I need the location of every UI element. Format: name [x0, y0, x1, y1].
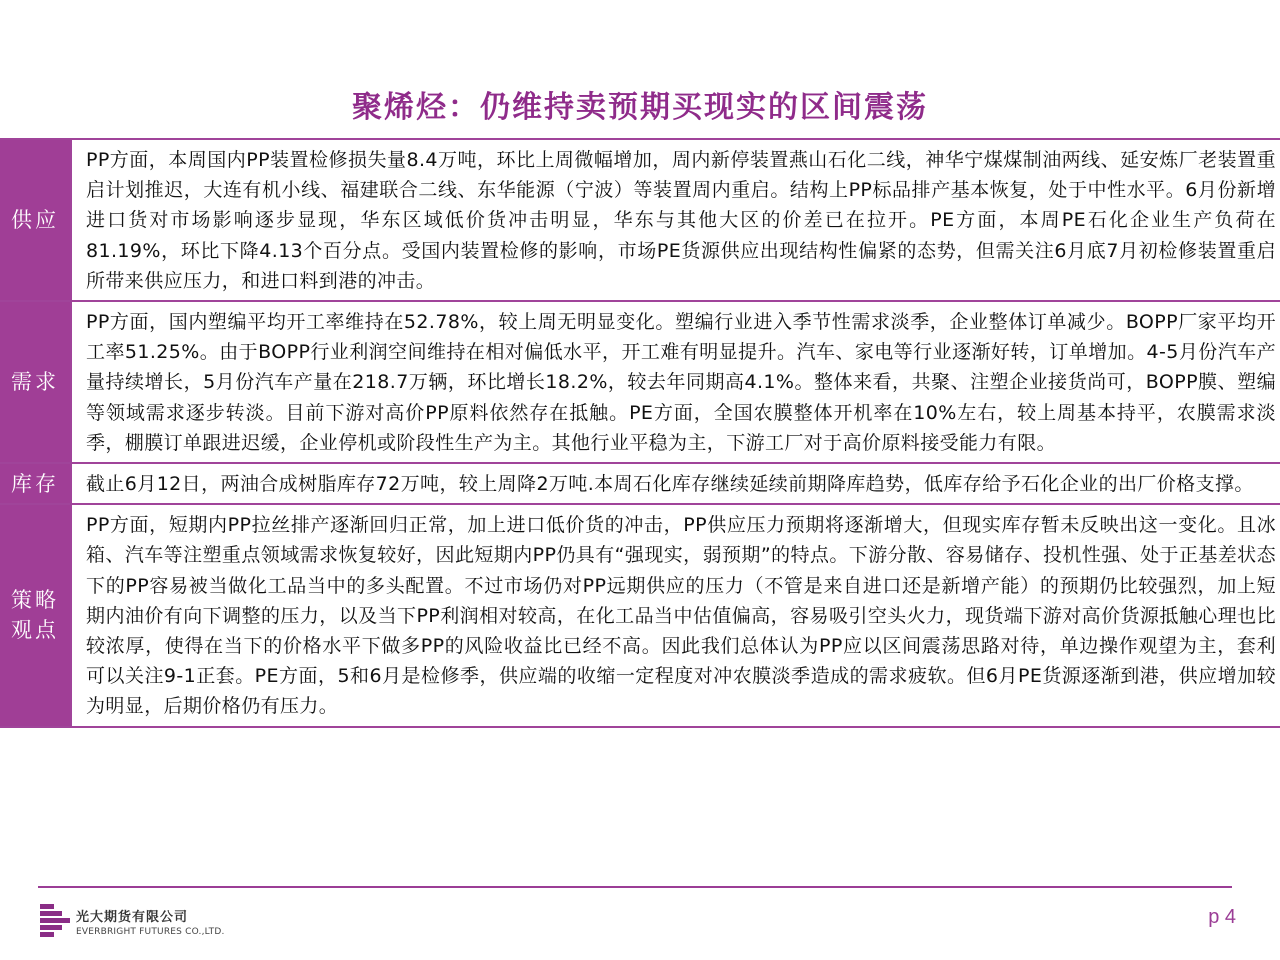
table-row-strategy: [0, 505, 1280, 725]
table-row-inventory: [0, 464, 1280, 505]
row-content-strategy: PP方面，短期内PP拉丝排产逐渐回归正常，加上进口低价货的冲击，PP供应压力预期将逐渐增大，但现实库存暂未反映出这一变化。且冰箱、汽车等注塑重点领域需求恢复较好，因此短期内PP仍具有“强现实，弱预期”的特点。下游分散、容易储存、投机性强、处于正基差状态下的PP容易被当做化工品当中的多头配置。不过市场仍对PP远期供应的压力（不管是来自进口还是新增产能）的预期仍比较强烈，加上短期内油价有向下调整的压力，以及当下PP利润相对较高，在化工品当中估值偏高，容易吸引空头火力，现货端下游对高价货源抵触心理也比较浓厚，使得在当下的价格水平下做多PP的风险收益比已经不高。因此我们总体认为PP应以区间震荡思路对待，单边操作观望为主，套利可以关注9-1正套。PE方面，5和6月是检修季，供应端的收缩一定程度对冲农膜淡季造成的需求疲软。但6月PE货源逐渐到港，供应增加较为明显，后期价格仍有压力。: [86, 514, 1276, 718]
page-number: p 4: [1208, 906, 1236, 928]
table-row-demand: [0, 302, 1280, 464]
row-content-supply: PP方面，本周国内PP装置检修损失量8.4万吨，环比上周微幅增加，周内新停装置燕山石化二线，神华宁煤煤制油两线、延安炼厂老装置重启计划推迟，大连有机小线、福建联合二线、东华能源（宁波）等装置周内重启。结构上PP标品排产基本恢复，处于中性水平。6月份新增进口货对市场影响逐步显现，华东区域低价货冲击明显，华东与其他大区的价差已在拉开。PE方面，本周PE石化企业生产负荷在81.19%，环比下降4.13个百分点。受国内装置检修的影响，市场PE货源供应出现结构性偏紧的态势，但需关注6月底7月初检修装置重启所带来供应压力，和进口料到港的冲击。: [86, 149, 1276, 292]
company-logo: [40, 904, 225, 938]
everbright-logo-icon: [40, 904, 70, 938]
company-name-en: EVERBRIGHT FUTURES CO.,LTD.: [76, 926, 225, 937]
row-label-demand: 需求: [0, 302, 72, 462]
footer-divider: [38, 886, 1232, 888]
analysis-table: [0, 138, 1280, 728]
row-content-inventory: 截止6月12日，两油合成树脂库存72万吨，较上周降2万吨.本周石化库存继续延续前期降库趋势，低库存给予石化企业的出厂价格支撑。: [86, 473, 1254, 496]
row-label-strategy: 策略观点: [0, 505, 72, 725]
row-label-supply: 供应: [0, 140, 72, 300]
table-row-supply: [0, 140, 1280, 302]
page-title: 聚烯烃：仍维持卖预期买现实的区间震荡: [352, 90, 928, 125]
row-label-inventory: 库存: [0, 464, 72, 503]
row-content-demand: PP方面，国内塑编平均开工率维持在52.78%，较上周无明显变化。塑编行业进入季节性需求淡季，企业整体订单减少。BOPP厂家平均开工率51.25%。由于BOPP行业利润空间维持在相对偏低水平，开工难有明显提升。汽车、家电等行业逐渐好转，订单增加。4-5月份汽车产量持续增长，5月份汽车产量在218.7万辆，环比增长18.2%，较去年同期高4.1%。整体来看，共聚、注塑企业接货尚可，BOPP膜、塑编等领域需求逐步转淡。目前下游对高价PP原料依然存在抵触。PE方面，全国农膜整体开机率在10%左右，较上周基本持平，农膜需求淡季，棚膜订单跟进迟缓，企业停机或阶段性生产为主。其他行业平稳为主，下游工厂对于高价原料接受能力有限。: [86, 311, 1276, 454]
company-name-cn: 光大期货有限公司: [76, 909, 189, 925]
